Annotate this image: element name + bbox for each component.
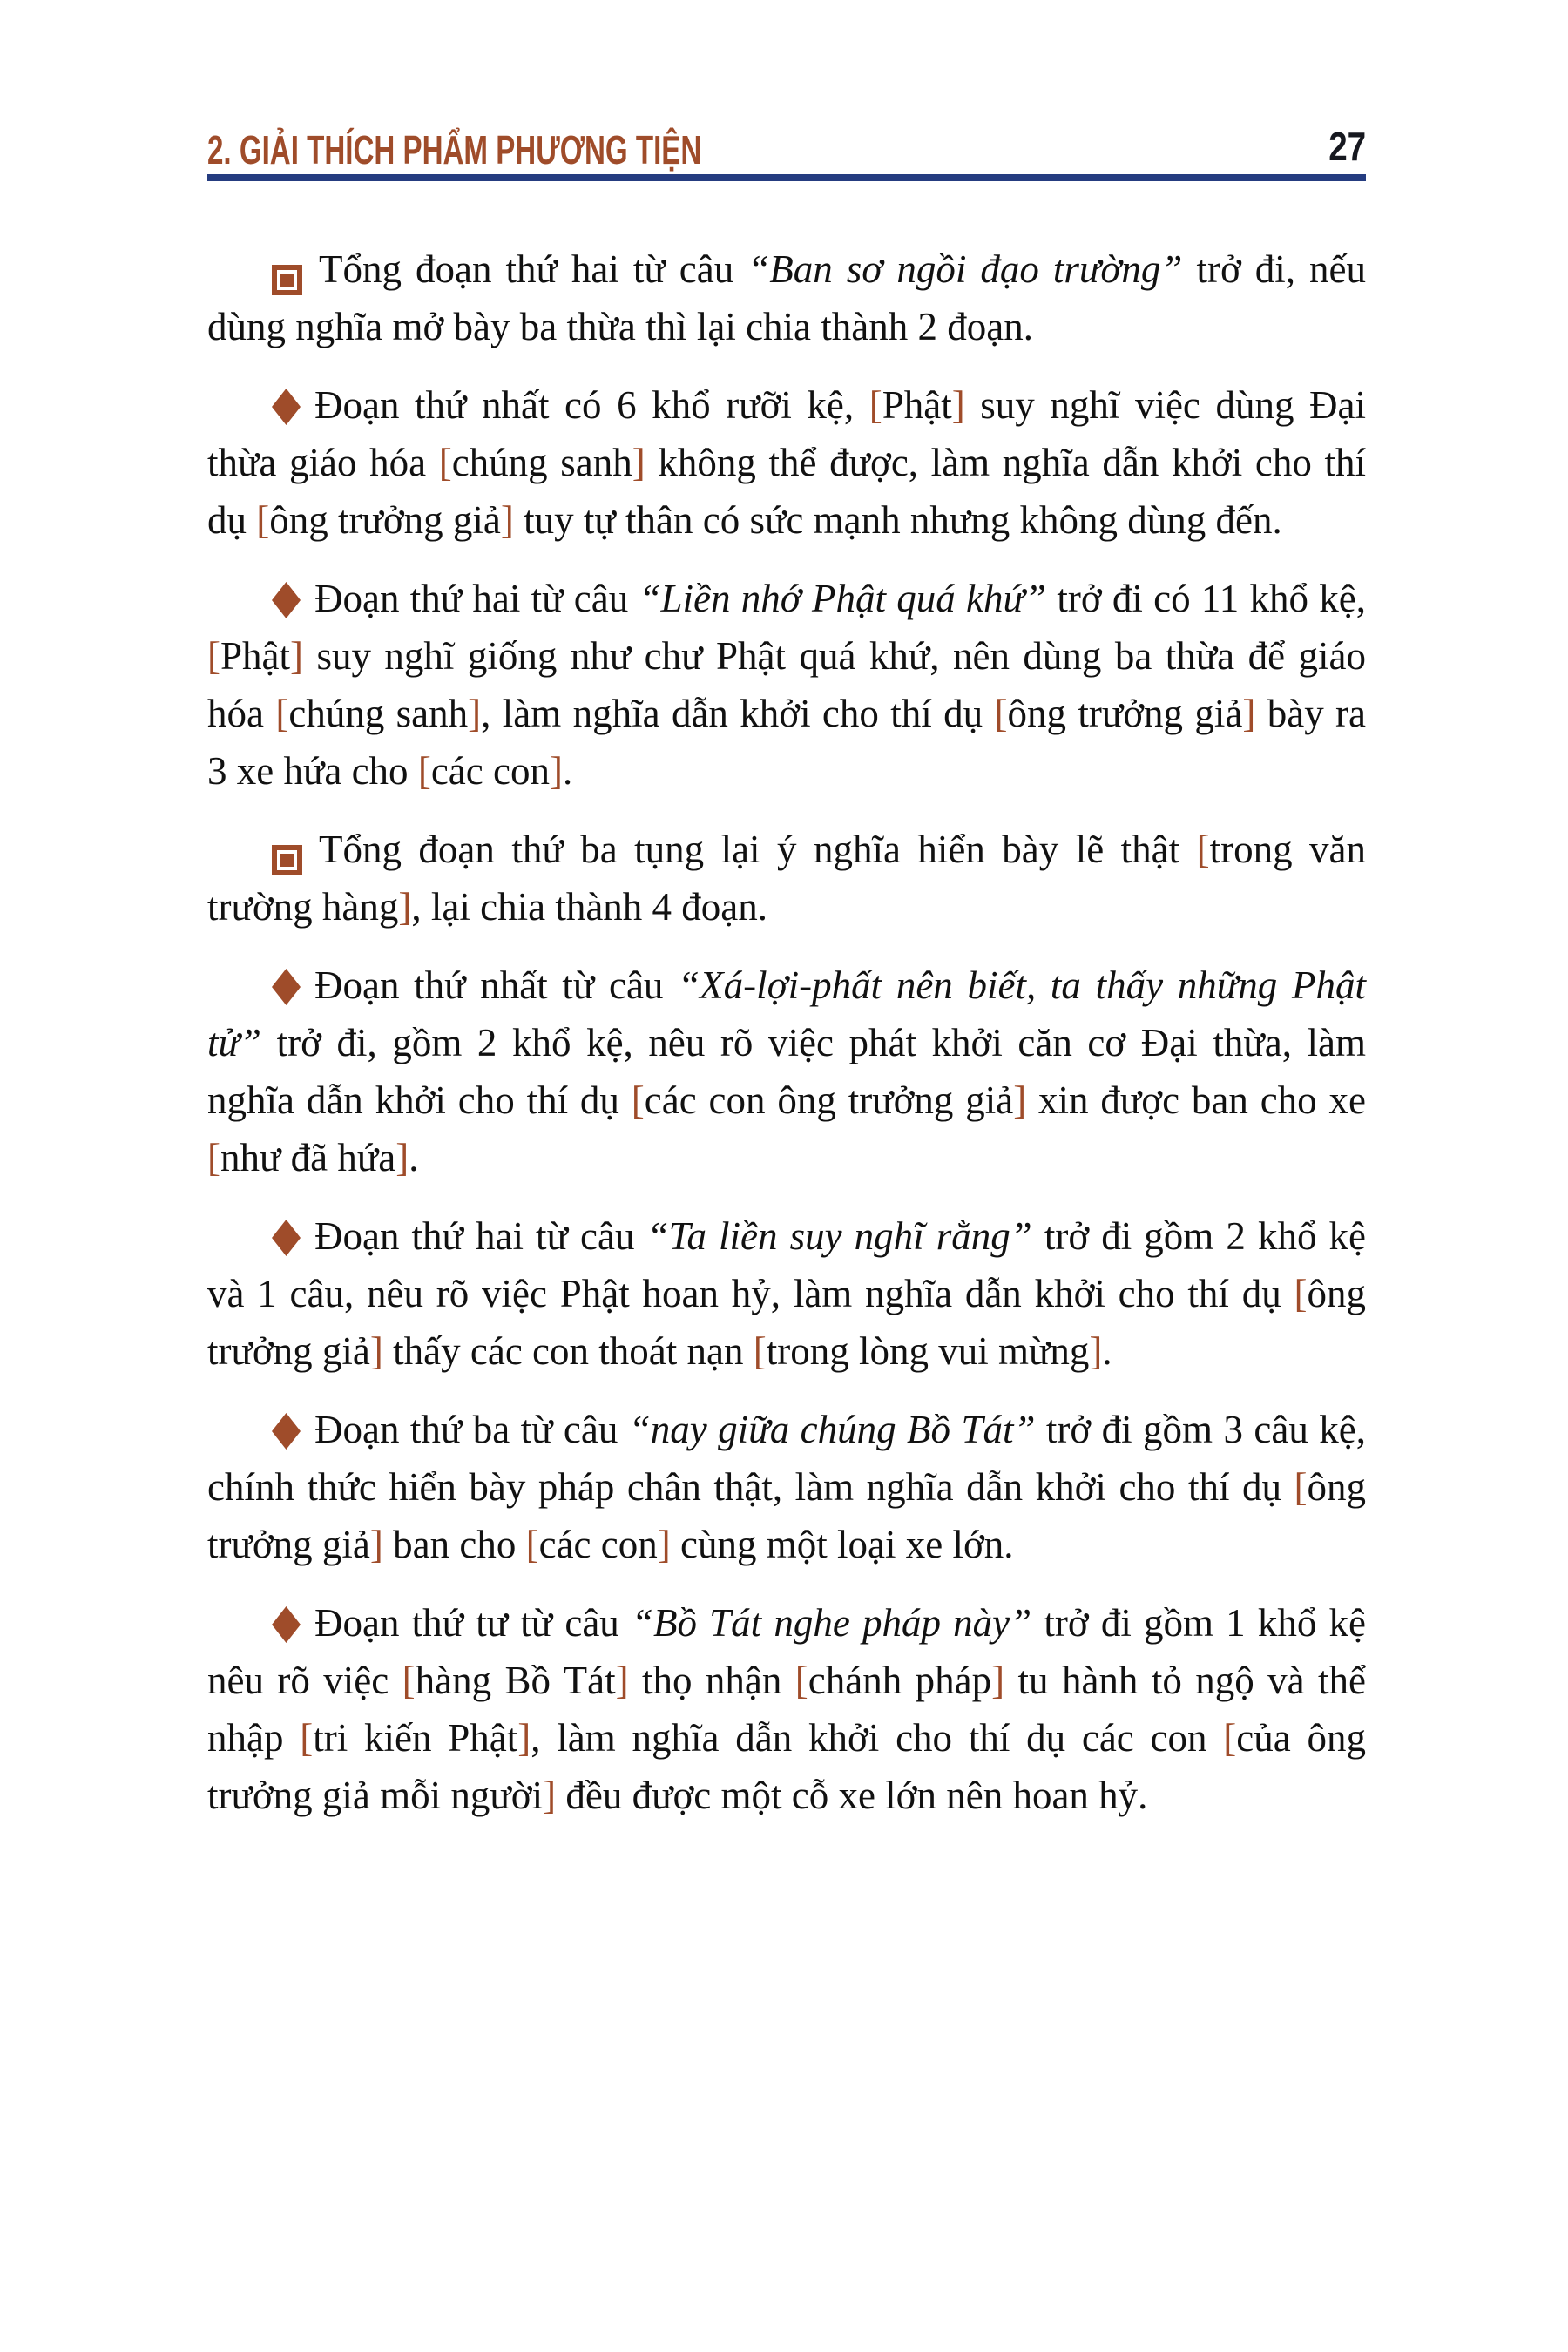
gloss-text: các con: [538, 1523, 658, 1566]
close-bracket: ]: [615, 1659, 629, 1702]
gloss-bracketed: [869, 383, 965, 427]
gloss-text: chúng sanh: [288, 692, 469, 735]
close-bracket: ]: [395, 1136, 409, 1179]
close-bracket: ]: [500, 498, 514, 542]
diamond-bullet-icon: [272, 1220, 301, 1256]
quoted-phrase: “Bồ Tát nghe pháp này”: [631, 1601, 1032, 1645]
open-bracket: [: [994, 692, 1008, 735]
quoted-phrase: “Ban sơ ngồi đạo trường”: [747, 247, 1183, 291]
gloss-text: chánh pháp: [808, 1659, 992, 1702]
close-bracket: ]: [369, 1523, 383, 1566]
gloss-text: hàng Bồ Tát: [415, 1659, 616, 1702]
close-bracket: ]: [398, 885, 412, 929]
open-bracket: [: [794, 1659, 808, 1702]
open-bracket: [: [1294, 1272, 1308, 1315]
paragraph: [207, 821, 1366, 936]
close-bracket: ]: [517, 1716, 531, 1760]
page-header: [207, 0, 1366, 181]
gloss-text: các con ông trưởng giả: [644, 1078, 1014, 1122]
close-bracket: ]: [1242, 692, 1256, 735]
open-bracket: [: [207, 1136, 220, 1179]
text-run: Đoạn thứ hai từ câu: [314, 1214, 647, 1258]
text-run: trở đi, nếu dùng nghĩa mở bày ba thừa thì lại chia thành 2 đoạn.: [207, 247, 1366, 348]
text-run: Tổng đoạn thứ ba tụng lại ý nghĩa hiển bày lẽ thật: [319, 828, 1197, 871]
text-run: .: [409, 1136, 419, 1179]
text-run: Đoạn thứ tư từ câu: [314, 1601, 632, 1645]
gloss-text: ông trưởng giả: [1007, 692, 1243, 735]
open-bracket: [: [631, 1078, 645, 1122]
open-bracket: [: [1294, 1465, 1308, 1509]
text-run: trở đi gồm 1 khổ kệ nêu rõ việc: [207, 1601, 1366, 1702]
gloss-text: ông trưởng giả: [269, 498, 501, 542]
header-rule: [207, 174, 1366, 181]
text-run: Đoạn thứ ba từ câu: [314, 1408, 629, 1451]
close-bracket: ]: [1013, 1078, 1027, 1122]
gloss-text: các con: [430, 749, 550, 793]
gloss-text: ông trưởng giả: [207, 1465, 1366, 1566]
gloss-bracketed: [526, 1523, 671, 1566]
gloss-text: của ông trưởng giả mỗi người: [207, 1716, 1366, 1817]
text-run: .: [562, 749, 573, 793]
gloss-text: trong lòng vui mừng: [766, 1329, 1090, 1373]
gloss-bracketed: [632, 1078, 1026, 1122]
diamond-bullet-icon: [272, 389, 301, 425]
square-bullet-icon: [272, 265, 302, 295]
gloss-text: trong văn trường hàng: [207, 828, 1367, 929]
text-run: xin được ban cho xe: [1026, 1078, 1366, 1122]
text-run: đều được một cỗ xe lớn nên hoan hỷ.: [556, 1774, 1148, 1817]
diamond-bullet-icon: [272, 582, 301, 618]
text-run: Đoạn thứ nhất từ câu: [314, 963, 679, 1007]
gloss-text: ông trưởng giả: [207, 1272, 1366, 1373]
text-run: trở đi, gồm 2 khổ kệ, nêu rõ việc phát khởi căn cơ Đại thừa, làm nghĩa dẫn khởi cho thí dụ: [207, 1021, 1366, 1122]
gloss-bracketed: [207, 634, 303, 678]
gloss-text: Phật: [220, 634, 291, 678]
quoted-phrase: “nay giữa chúng Bồ Tát”: [628, 1408, 1036, 1451]
open-bracket: [: [300, 1716, 314, 1760]
quoted-phrase: “Ta liền suy nghĩ rằng”: [646, 1214, 1032, 1258]
text-run: Đoạn thứ hai từ câu: [314, 577, 639, 620]
gloss-bracketed: [275, 692, 481, 735]
square-bullet-inner: [280, 854, 294, 867]
close-bracket: ]: [549, 749, 563, 793]
gloss-bracketed: [256, 498, 514, 542]
text-run: suy nghĩ giống như chư Phật quá khứ, nên dùng ba thừa để giáo hóa: [207, 634, 1366, 735]
text-run: tuy tự thân có sức mạnh nhưng không dùng đến.: [513, 498, 1282, 542]
open-bracket: [: [438, 441, 452, 484]
quoted-phrase: “Liền nhớ Phật quá khứ”: [639, 577, 1047, 620]
diamond-bullet-icon: [272, 969, 301, 1005]
close-bracket: ]: [632, 441, 645, 484]
text-run: trở đi có 11 khổ kệ,: [1046, 577, 1366, 620]
paragraph: [207, 240, 1366, 355]
gloss-bracketed: [994, 692, 1255, 735]
open-bracket: [: [256, 498, 270, 542]
text-run: bày ra 3 xe hứa cho: [207, 692, 1367, 793]
paragraph: [207, 1401, 1366, 1573]
text-run: Tổng đoạn thứ hai từ câu: [319, 247, 748, 291]
text-run: , lại chia thành 4 đoạn.: [411, 885, 768, 929]
header-row: [207, 124, 1366, 172]
open-bracket: [: [417, 749, 431, 793]
text-run: thọ nhận: [628, 1659, 795, 1702]
text-run: , làm nghĩa dẫn khởi cho thí dụ: [481, 692, 995, 735]
text-run: trở đi gồm 2 khổ kệ và 1 câu, nêu rõ việc Phật hoan hỷ, làm nghĩa dẫn khởi cho thí dụ: [207, 1214, 1366, 1315]
text-run: trở đi gồm 3 câu kệ, chính thức hiển bày pháp chân thật, làm nghĩa dẫn khởi cho thí dụ: [207, 1408, 1366, 1509]
square-bullet-icon: [272, 845, 302, 875]
running-title: 2. GIẢI THÍCH PHẨM PHƯƠNG TIỆN: [207, 127, 702, 172]
text-run: cùng một loại xe lớn.: [670, 1523, 1014, 1566]
close-bracket: ]: [657, 1523, 671, 1566]
quoted-phrase: “Xá-lợi-phất nên biết, ta thấy những Phật tử”: [207, 963, 1366, 1064]
gloss-bracketed: [754, 1329, 1103, 1373]
close-bracket: ]: [543, 1774, 557, 1817]
gloss-bracketed: [402, 1659, 629, 1702]
text-run: không thể được, làm nghĩa dẫn khởi cho thí dụ: [207, 441, 1366, 542]
gloss-text: tri kiến Phật: [313, 1716, 518, 1760]
text-run: thấy các con thoát nạn: [382, 1329, 754, 1373]
gloss-text: chúng sanh: [451, 441, 632, 484]
gloss-text: Phật: [882, 383, 952, 427]
gloss-bracketed: [795, 1659, 1004, 1702]
gloss-bracketed: [418, 749, 563, 793]
page-number: 27: [1328, 124, 1366, 169]
gloss-bracketed: [207, 1136, 409, 1179]
open-bracket: [: [275, 692, 289, 735]
gloss-bracketed: [300, 1716, 531, 1760]
body-text: [207, 240, 1366, 1824]
open-bracket: [: [402, 1659, 416, 1702]
text-run: tu hành tỏ ngộ và thể nhập: [207, 1659, 1366, 1760]
text-run: suy nghĩ việc dùng Đại thừa giáo hóa: [207, 383, 1366, 484]
open-bracket: [: [1196, 828, 1210, 871]
square-bullet-inner: [280, 274, 294, 287]
open-bracket: [: [753, 1329, 767, 1373]
paragraph: [207, 376, 1366, 549]
close-bracket: ]: [1089, 1329, 1103, 1373]
diamond-bullet-icon: [272, 1413, 301, 1450]
gloss-bracketed: [439, 441, 645, 484]
close-bracket: ]: [951, 383, 965, 427]
gloss-text: như đã hứa: [220, 1136, 396, 1179]
text-run: ban cho: [382, 1523, 526, 1566]
paragraph: [207, 570, 1366, 800]
text-run: .: [1102, 1329, 1112, 1373]
paragraph: [207, 956, 1366, 1186]
page-content: [207, 0, 1366, 1845]
paragraph: [207, 1207, 1366, 1380]
paragraph: [207, 1594, 1366, 1824]
open-bracket: [: [1223, 1716, 1237, 1760]
diamond-bullet-icon: [272, 1606, 301, 1643]
open-bracket: [: [868, 383, 882, 427]
close-bracket: ]: [991, 1659, 1005, 1702]
close-bracket: ]: [290, 634, 304, 678]
open-bracket: [: [525, 1523, 539, 1566]
text-run: , làm nghĩa dẫn khởi cho thí dụ các con: [531, 1716, 1224, 1760]
text-run: Đoạn thứ nhất có 6 khổ rưỡi kệ,: [314, 383, 869, 427]
close-bracket: ]: [468, 692, 482, 735]
open-bracket: [: [207, 634, 220, 678]
close-bracket: ]: [369, 1329, 383, 1373]
